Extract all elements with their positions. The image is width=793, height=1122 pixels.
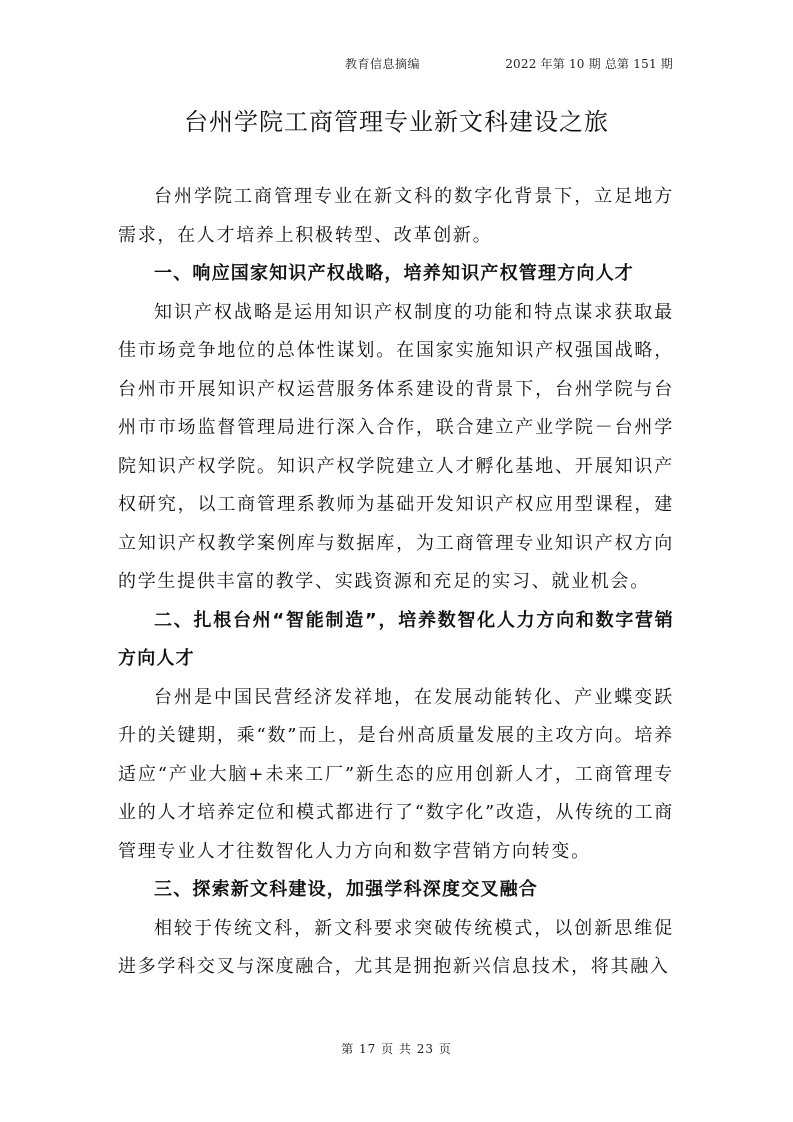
article-body <box>118 178 674 987</box>
intro-paragraph: 台州学院工商管理专业在新文科的数字化背景下，立足地方需求，在人才培养上积极转型、改革创新。 <box>118 186 674 246</box>
section-3-paragraph: 相较于传统文科，新文科要求突破传统模式，以创新思维促进多学科交叉与深度融合，尤其是拥抱新兴信息技术，将其融入 <box>118 917 674 977</box>
page-number-footer: 第 17 页 共 23 页 <box>341 1042 452 1056</box>
section-heading-2: 二、扎根台州“智能制造”，培养数智化人力方向和数字营销方向人才 <box>118 609 674 669</box>
article-title: 台州学院工商管理专业新文科建设之旅 <box>184 108 609 136</box>
page-header <box>120 55 673 75</box>
section-1-paragraph: 知识产权战略是运用知识产权制度的功能和特点谋求获取最佳市场竞争地位的总体性谋划。在国家实施知识产权强国战略，台州市开展知识产权运营服务体系建设的背景下，台州学院与台州市市场监督管理局进行深入合作，联合建立产业学院－台州学院知识产权学院。知识产权学院建立人才孵化基地、开展知识产权研究，以工商管理系教师为基础开发知识产权应用型课程，建立知识产权教学案例库与数据库，为工商管理专业知识产权方向的学生提供丰富的教学、实践资源和充足的实习、就业机会。 <box>118 301 674 592</box>
section-heading-3: 三、探索新文科建设，加强学科深度交叉融合 <box>154 879 538 900</box>
issue-number: 2022 年第 10 期 总第 151 期 <box>505 57 673 71</box>
section-2-paragraph: 台州是中国民营经济发祥地，在发展动能转化、产业蝶变跃升的关键期，乘“数”而上，是台州高质量发展的主攻方向。培养适应“产业大脑+未来工厂”新生态的应用创新人才，工商管理专业的人才培养定位和模式都进行了“数字化”改造，从传统的工商管理专业人才往数智化人力方向和数字营销方向转变。 <box>118 686 674 862</box>
publication-name: 教育信息摘编 <box>345 57 421 71</box>
section-heading-1: 一、响应国家知识产权战略，培养知识产权管理方向人才 <box>154 263 634 284</box>
